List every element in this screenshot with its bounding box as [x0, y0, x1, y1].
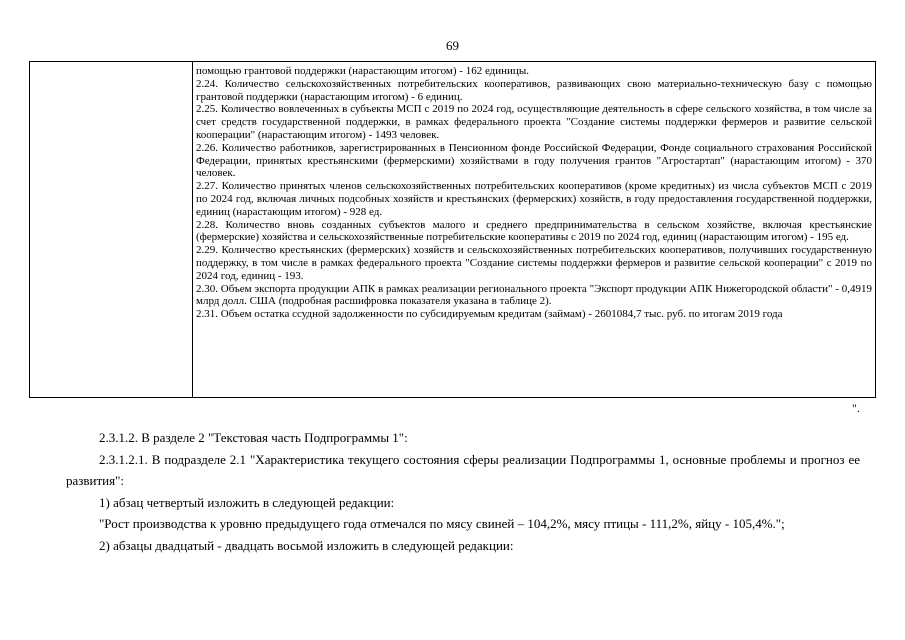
table-paragraph-2-28: 2.28. Количество вновь созданных субъектов малого и среднего предпринимательства в сельском хозяйстве, включая крестьянские (фермерские) хозяйства и сельскохозяйственные потребительские кооперативы с 2019 по 2024 год, единиц (нарастающим итогом) - 195 ед.	[196, 218, 872, 244]
instruction-paragraph-1: 1) абзац четвертый изложить в следующей редакции:	[99, 494, 395, 510]
quoted-replacement-text: "Рост производства к уровню предыдущего года отмечался по мясу свиней – 104,2%, мясу птицы - 111,2%, яйцу - 105,4%.";	[99, 516, 785, 531]
closing-quote: ".	[852, 401, 860, 415]
section-heading-2-3-1-2: 2.3.1.2. В разделе 2 "Текстовая часть Подпрограммы 1":	[99, 430, 408, 445]
table-paragraph-2-26: 2.26. Количество работников, зарегистрированных в Пенсионном фонде Российской Федерации, Фонде социального страхования Российской Федерации, принятых крестьянскими (фермерскими) хозяйствами в году получения грантов "Агростартап" (нарастающим итогом) - 370 человек.	[196, 141, 872, 180]
table-left-cell	[30, 62, 192, 397]
table-paragraph-continuation: помощью грантовой поддержки (нарастающим итогом) - 162 единицы.	[196, 65, 529, 77]
document-table	[29, 61, 876, 398]
table-paragraph-2-29: 2.29. Количество крестьянских (фермерских) хозяйств и сельскохозяйственных потребительских кооперативов, получивших государственную поддержку, в том числе в рамках федерального проекта "Создание системы поддержки фермеров и развитие сельской кооперации" с 2019 по 2024 год, единиц - 193.	[196, 244, 872, 282]
table-paragraph-2-24: 2.24. Количество сельскохозяйственных потребительских кооперативов, развивающих свою материально-техническую базу с помощью грантовой поддержки (нарастающим итогом) - 6 единиц.	[196, 77, 872, 103]
subsection-heading-2-3-1-2-1: 2.3.1.2.1. В подразделе 2.1 "Характеристика текущего состояния сферы реализации Подпрограммы 1, основные проблемы и прогноз ее развития":	[66, 451, 860, 488]
body-text	[66, 427, 860, 556]
table-paragraph-2-30: 2.30. Объем экспорта продукции АПК в рамках реализации регионального проекта "Экспорт продукции АПК Нижегородской области" - 0,4919 млрд долл. США (подробная расшифровка показателя указана в таблице 2).	[196, 282, 872, 308]
table-paragraph-2-25: 2.25. Количество вовлеченных в субъекты МСП с 2019 по 2024 год, осуществляющие деятельность в сфере сельского хозяйства, в том числе за счет средств государственной поддержки, в рамках федерального проекта "Создание системы поддержки фермеров и развитие сельской кооперации" (нарастающим итогом) - 1493 человек.	[196, 103, 872, 141]
table-paragraph-2-27: 2.27. Количество принятых членов сельскохозяйственных потребительских кооперативов (кроме кредитных) из числа субъектов МСП с 2019 по 2024 год, включая личных подсобных хозяйств и крестьянских (фермерских) хозяйств, в году предоставления государственной поддержки, единиц (нарастающим итогом) - 928 ед.	[196, 180, 872, 218]
table-paragraph-2-31: 2.31. Объем остатка ссудной задолженности по субсидируемым кредитам (займам) - 2601084,7 тыс. руб. по итогам 2019 года	[196, 308, 783, 321]
page-number: 69	[446, 38, 459, 53]
instruction-paragraph-2: 2) абзацы двадцатый - двадцать восьмой изложить в следующей редакции:	[99, 537, 514, 553]
table-right-cell	[193, 62, 875, 397]
